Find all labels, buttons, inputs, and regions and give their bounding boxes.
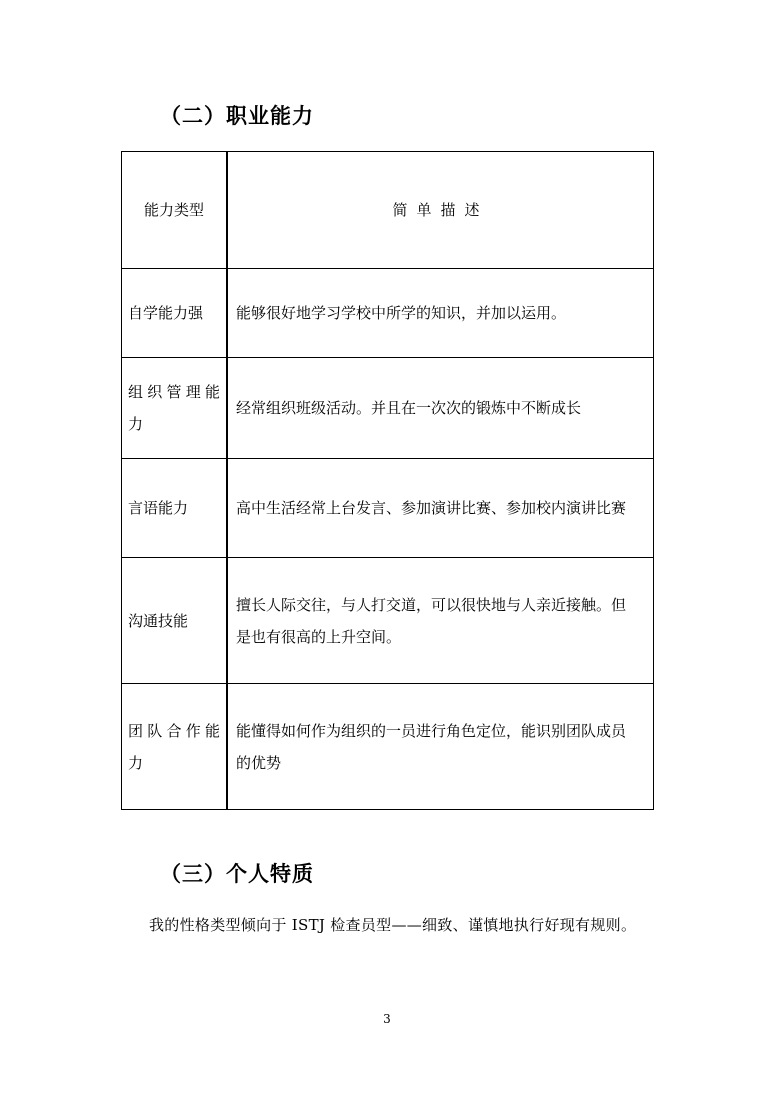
header-ability-type: 能力类型 [122,152,228,269]
page-number: 3 [383,1012,391,1026]
ability-desc-cell [227,558,654,684]
header-description [227,152,654,269]
table-header-row [122,152,654,269]
ability-type-cell: 自学能力强 [122,269,228,358]
ability-desc-cell: 经常组织班级活动。并且在一次次的锻炼中不断成长 [227,358,654,459]
ability-desc-cell: 能够很好地学习学校中所学的知识，并加以运用。 [227,269,654,358]
ability-type-line2: 力 [128,415,144,433]
ability-type-cell: 沟通技能 [122,558,228,684]
section-title-personal-traits: （三）个人特质 [160,862,314,886]
ability-type-cell [122,684,228,810]
ability-desc-cell: 高中生活经常上台发言、参加演讲比赛、参加校内演讲比赛 [227,459,654,558]
header-description-label: 简单描述 [392,201,489,219]
section-title-career-ability: （二）职业能力 [160,104,314,128]
ability-table [121,151,654,810]
ability-desc-line1: 能懂得如何作为组织的一员进行角色定位，能识别团队成员 [236,721,627,740]
ability-type-line1: 团队合作能 [128,721,220,740]
ability-type-cell [122,358,228,459]
ability-desc-line2: 的优势 [236,753,282,772]
table-row [122,358,654,459]
ability-desc-line2: 是也有很高的上升空间。 [236,627,402,646]
table-row [122,558,654,684]
ability-desc-line1: 擅长人际交往，与人打交道，可以很快地与人亲近接触。但 [236,595,627,614]
personality-paragraph: 我的性格类型倾向于 ISTJ 检查员型——细致、谨慎地执行好现有规则。 [149,916,637,934]
table-row [122,269,654,358]
ability-type-line2: 力 [128,753,144,772]
ability-type-cell: 言语能力 [122,459,228,558]
ability-type-line1: 组织管理能 [128,383,220,401]
table-row [122,684,654,810]
ability-desc-cell [227,684,654,810]
table-row [122,459,654,558]
